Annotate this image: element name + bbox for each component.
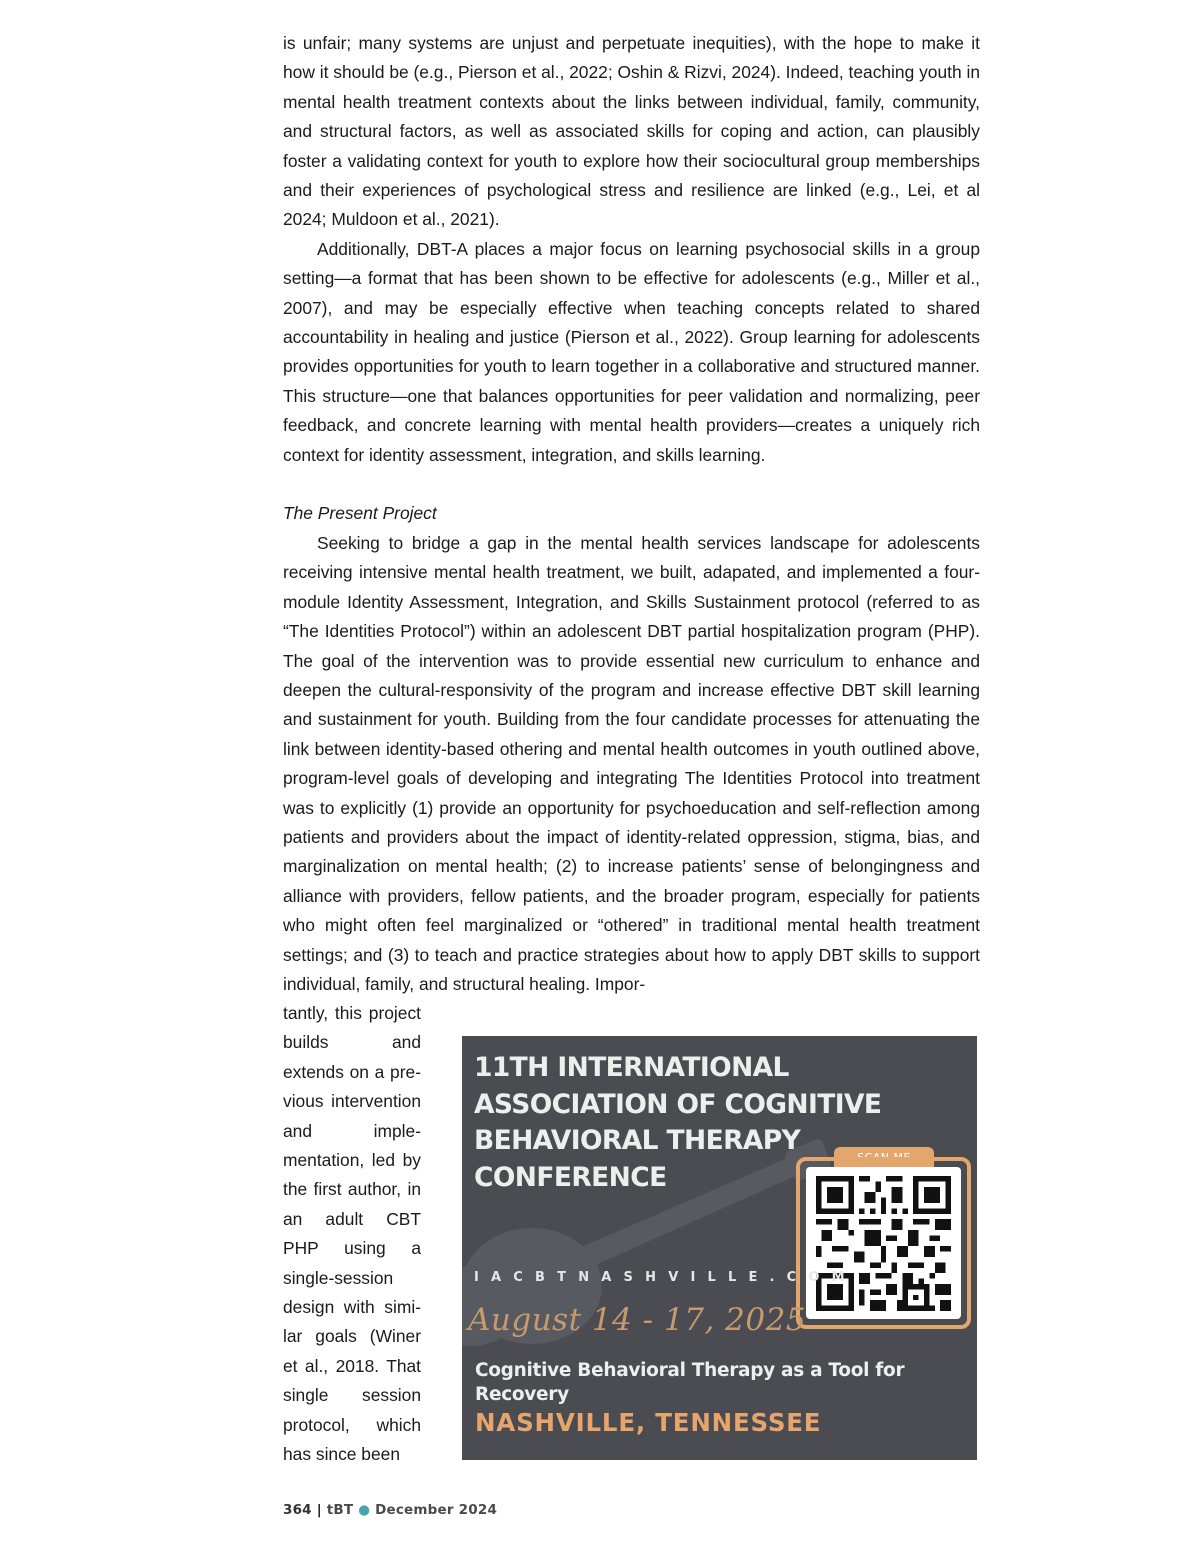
journal-name: tBT [326, 1502, 354, 1518]
paragraph-present-project: Seeking to bridge a gap in the mental health services landscape for adolescents receiving intensive mental health treatment, we built, adapated, and implemented a four-module Identity Assessment, Integration, and Skills Sustainment protocol (referred to as “The Identities Protocol”) within an adolescent DBT partial hospitalization program (PHP). The goal of the intervention was to provide essential new curriculum to enhance and deepen the cultural-responsivity of the program and increase effective DBT skill learning and sustainment for youth. Building from the four candidate processes for attenuating the link between identity-based othering and mental health outcomes in youth outlined above, program-level goals of developing and integrating The Identities Protocol into treatment was to explicitly (1) provide an opportunity for psychoeducation and self-reflection among patients and providers about the impact of identity-related oppression, stigma, bias, and marginalization on mental health; (2) to increase patients’ sense of belongingness and alliance with providers, fellow patients, and the broader program, especially for patients who might often feel marginalized or “othered” in traditional mental health treatment settings; and (3) to teach and practice strategies about how to apply DBT skills to support individual, family, and structural healing. Impor- [283, 532, 980, 994]
qr-code[interactable] [806, 1167, 961, 1319]
conference-dates: August 14 - 17, 2025 [468, 1302, 807, 1338]
issue-date: December 2024 [375, 1502, 498, 1518]
conference-tagline: Cognitive Behavioral Therapy as a Tool for Recovery [475, 1360, 905, 1405]
footer-separator: | [316, 1502, 322, 1518]
conference-advertisement[interactable] [462, 1036, 977, 1460]
page-number: 364 [283, 1502, 312, 1518]
scan-me-label: SCAN ME [834, 1147, 934, 1169]
qr-code-icon [816, 1176, 951, 1311]
conference-url[interactable]: IACBTNASHVILLE.COM [474, 1270, 857, 1285]
article-column [283, 29, 980, 999]
section-heading: The Present Project [283, 503, 437, 524]
page-footer [283, 1502, 497, 1518]
paragraph-dbt-group-learning: Additionally, DBT-A places a major focus on learning psychosocial skills in a group setting—a format that has been shown to be effective for adolescents (e.g., Miller et al., 2007), and may be especially effective when teaching concepts related to shared accountability in healing and justice (Pierson et al., 2022). Group learning for adolescents provides opportunities for youth to learn together in a collaborative and structured manner. This structure—one that balances opportunities for peer validation and normalizing, peer feedback, and concrete learning with mental health providers—creates a uniquely rich context for identity assessment, integration, and skills learning. [283, 238, 980, 465]
paragraph-continued: is unfair; many systems are unjust and perpetuate inequities), with the hope to make it how it should be (e.g., Pierson et al., 2022; Oshin & Rizvi, 2024). Indeed, teaching youth in mental health treatment contexts about the links between individual, family, community, and structural factors, as well as associated skills for coping and action, can plausibly foster a validating context for youth to explore how their sociocultural group memberships and their experiences of psychological stress and resilience are linked (e.g., Lei, et al 2024; Muldoon et al., 2021). [283, 33, 981, 230]
bullet-dot-icon: ● [358, 1502, 371, 1518]
section-spacer [283, 470, 980, 499]
conference-location: NASHVILLE, TENNESSEE [475, 1408, 822, 1437]
conference-title: 11TH INTERNATIONAL ASSOCIATION OF COGNITIVE BEHAVIORAL THERAPY CONFERENCE [474, 1052, 882, 1193]
paragraph-narrow-column: tantly, this project builds and extends on a previous intervention and implementation, led by the first author, in an adult CBT PHP using a single-session design with similar goals (Winer et al., 2018. That single session protocol, which has since been [283, 1003, 421, 1465]
